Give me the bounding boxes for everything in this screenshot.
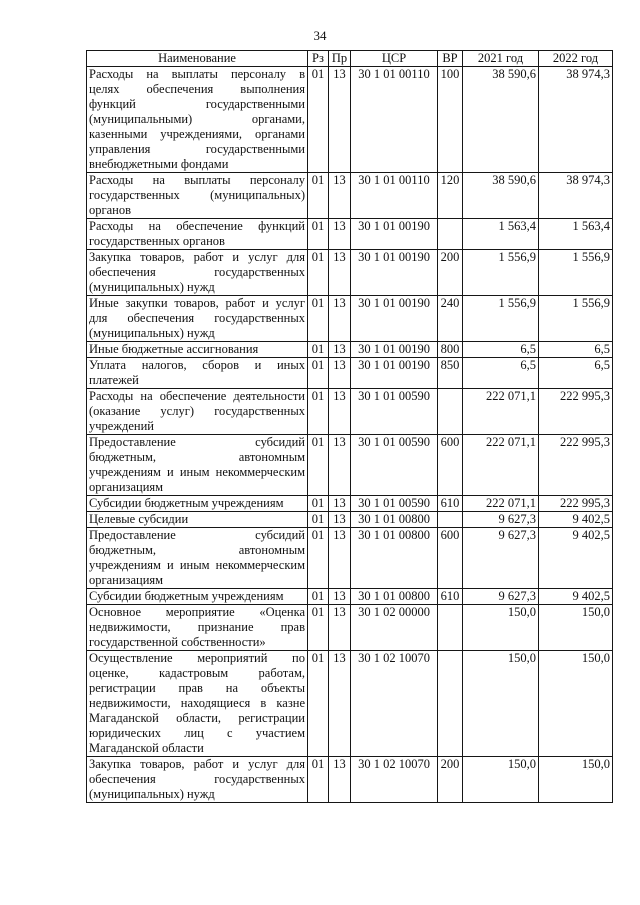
name-cell: [87, 342, 308, 358]
amount-2021-cell: 222 071,1: [463, 435, 539, 496]
name-cell: [87, 512, 308, 528]
name-line: Расходы на обеспечение функций: [89, 219, 305, 233]
target-article-cell: 30 1 02 10070: [351, 651, 438, 757]
name-line: целях обеспечения выполнения: [89, 82, 305, 96]
amount-2022-cell: 9 402,5: [539, 589, 613, 605]
section-code-cell: 01: [308, 496, 329, 512]
expense-type-cell: 850: [438, 358, 463, 389]
name-line: Расходы на выплаты персоналу в: [89, 67, 305, 81]
subsection-code-cell: 13: [329, 250, 351, 296]
name-line: органов: [89, 203, 132, 217]
subsection-code-cell: 13: [329, 757, 351, 803]
subsection-code-cell: 13: [329, 219, 351, 250]
target-article-cell: 30 1 01 00190: [351, 358, 438, 389]
amount-2021-cell: 6,5: [463, 342, 539, 358]
budget-table: [86, 50, 613, 803]
table-row: [87, 757, 613, 803]
name-line: бюджетным, автономным: [89, 450, 305, 464]
name-line: Предоставление субсидий: [89, 435, 305, 449]
target-article-cell: 30 1 01 00800: [351, 589, 438, 605]
expense-type-cell: 800: [438, 342, 463, 358]
name-line: Закупка товаров, работ и услуг для: [89, 757, 305, 771]
expense-type-cell: 600: [438, 435, 463, 496]
name-line: бюджетным, автономным: [89, 543, 305, 557]
name-line: государственных органов: [89, 234, 225, 248]
table-row: [87, 496, 613, 512]
name-line: (муниципальными) органами,: [89, 112, 305, 126]
header-amount-2021: 2021 год: [463, 51, 539, 67]
name-line: учреждениям и иным некоммерческим: [89, 465, 305, 479]
name-line: (муниципальных) нужд: [89, 280, 215, 294]
amount-2021-cell: 9 627,3: [463, 512, 539, 528]
amount-2021-cell: 38 590,6: [463, 67, 539, 173]
amount-2021-cell: 150,0: [463, 651, 539, 757]
subsection-code-cell: 13: [329, 528, 351, 589]
amount-2021-cell: 1 556,9: [463, 250, 539, 296]
target-article-cell: 30 1 02 00000: [351, 605, 438, 651]
amount-2022-cell: 6,5: [539, 342, 613, 358]
name-line: учреждений: [89, 419, 154, 433]
name-cell: [87, 389, 308, 435]
subsection-code-cell: 13: [329, 589, 351, 605]
table-row: [87, 342, 613, 358]
section-code-cell: 01: [308, 358, 329, 389]
table-row: [87, 219, 613, 250]
section-code-cell: 01: [308, 67, 329, 173]
expense-type-cell: [438, 512, 463, 528]
target-article-cell: 30 1 01 00110: [351, 67, 438, 173]
name-line: недвижимости, находящиеся в казне: [89, 696, 305, 710]
amount-2021-cell: 9 627,3: [463, 528, 539, 589]
name-line: Иные бюджетные ассигнования: [89, 342, 259, 356]
table-row: [87, 589, 613, 605]
table-row: [87, 435, 613, 496]
amount-2022-cell: 1 556,9: [539, 296, 613, 342]
name-line: юридических лиц с участием: [89, 726, 305, 740]
expense-type-cell: 600: [438, 528, 463, 589]
amount-2022-cell: 150,0: [539, 651, 613, 757]
table-row: [87, 389, 613, 435]
name-cell: [87, 358, 308, 389]
target-article-cell: 30 1 01 00190: [351, 296, 438, 342]
header-expense-type: ВР: [438, 51, 463, 67]
amount-2022-cell: 222 995,3: [539, 389, 613, 435]
amount-2022-cell: 6,5: [539, 358, 613, 389]
name-line: регистрации прав на объекты: [89, 681, 305, 695]
amount-2021-cell: 6,5: [463, 358, 539, 389]
name-cell: [87, 250, 308, 296]
amount-2021-cell: 150,0: [463, 757, 539, 803]
amount-2021-cell: 150,0: [463, 605, 539, 651]
header-amount-2022: 2022 год: [539, 51, 613, 67]
name-line: для обеспечения государственных: [89, 311, 305, 325]
section-code-cell: 01: [308, 389, 329, 435]
amount-2022-cell: 222 995,3: [539, 435, 613, 496]
expense-type-cell: 120: [438, 173, 463, 219]
name-line: недвижимости, признание прав: [89, 620, 305, 634]
name-cell: [87, 651, 308, 757]
expense-type-cell: [438, 651, 463, 757]
name-line: Закупка товаров, работ и услуг для: [89, 250, 305, 264]
target-article-cell: 30 1 01 00800: [351, 512, 438, 528]
name-line: (оказание услуг) государственных: [89, 404, 305, 418]
name-line: (муниципальных) нужд: [89, 787, 215, 801]
expense-type-cell: [438, 219, 463, 250]
name-line: обеспечения государственных: [89, 772, 305, 786]
name-line: функций государственными: [89, 97, 305, 111]
target-article-cell: 30 1 01 00190: [351, 342, 438, 358]
name-line: Расходы на обеспечение деятельности: [89, 389, 305, 403]
expense-type-cell: 100: [438, 67, 463, 173]
amount-2021-cell: 222 071,1: [463, 496, 539, 512]
expense-type-cell: 240: [438, 296, 463, 342]
subsection-code-cell: 13: [329, 389, 351, 435]
table-row: [87, 512, 613, 528]
name-line: (муниципальных) нужд: [89, 326, 215, 340]
subsection-code-cell: 13: [329, 296, 351, 342]
subsection-code-cell: 13: [329, 512, 351, 528]
name-cell: [87, 589, 308, 605]
name-cell: [87, 605, 308, 651]
table-row: [87, 528, 613, 589]
name-cell: [87, 219, 308, 250]
target-article-cell: 30 1 01 00590: [351, 496, 438, 512]
table-row: [87, 358, 613, 389]
section-code-cell: 01: [308, 342, 329, 358]
amount-2022-cell: 38 974,3: [539, 173, 613, 219]
target-article-cell: 30 1 01 00590: [351, 435, 438, 496]
section-code-cell: 01: [308, 219, 329, 250]
target-article-cell: 30 1 01 00110: [351, 173, 438, 219]
amount-2022-cell: 9 402,5: [539, 512, 613, 528]
amount-2022-cell: 150,0: [539, 605, 613, 651]
section-code-cell: 01: [308, 435, 329, 496]
subsection-code-cell: 13: [329, 605, 351, 651]
table-row: [87, 67, 613, 173]
expense-type-cell: [438, 389, 463, 435]
name-line: организациям: [89, 573, 164, 587]
target-article-cell: 30 1 01 00190: [351, 250, 438, 296]
name-cell: [87, 496, 308, 512]
name-line: внебюджетными фондами: [89, 157, 229, 171]
section-code-cell: 01: [308, 651, 329, 757]
table-row: [87, 605, 613, 651]
amount-2021-cell: 222 071,1: [463, 389, 539, 435]
section-code-cell: 01: [308, 296, 329, 342]
name-line: Иные закупки товаров, работ и услуг: [89, 296, 305, 310]
name-line: Предоставление субсидий: [89, 528, 305, 542]
table-header: [87, 51, 613, 67]
section-code-cell: 01: [308, 757, 329, 803]
name-line: организациям: [89, 480, 164, 494]
name-line: государственных (муниципальных): [89, 188, 305, 202]
name-line: платежей: [89, 373, 139, 387]
table-row: [87, 173, 613, 219]
header-section-code: Рз: [308, 51, 329, 67]
name-cell: [87, 67, 308, 173]
section-code-cell: 01: [308, 605, 329, 651]
name-line: оценке, кадастровым работам,: [89, 666, 305, 680]
name-cell: [87, 757, 308, 803]
header-subsection-code: Пр: [329, 51, 351, 67]
amount-2022-cell: 222 995,3: [539, 496, 613, 512]
amount-2021-cell: 1 556,9: [463, 296, 539, 342]
name-line: Уплата налогов, сборов и иных: [89, 358, 305, 372]
section-code-cell: 01: [308, 512, 329, 528]
name-cell: [87, 435, 308, 496]
name-cell: [87, 173, 308, 219]
table-row: [87, 250, 613, 296]
header-row: [87, 51, 613, 67]
target-article-cell: 30 1 01 00190: [351, 219, 438, 250]
name-line: учреждениям и иным некоммерческим: [89, 558, 305, 572]
name-line: Субсидии бюджетным учреждениям: [89, 496, 284, 510]
amount-2021-cell: 9 627,3: [463, 589, 539, 605]
name-line: Целевые субсидии: [89, 512, 189, 526]
expense-type-cell: 200: [438, 757, 463, 803]
name-line: государственной собственности»: [89, 635, 266, 649]
amount-2022-cell: 1 563,4: [539, 219, 613, 250]
header-target-article: ЦСР: [351, 51, 438, 67]
table-row: [87, 296, 613, 342]
target-article-cell: 30 1 01 00590: [351, 389, 438, 435]
header-name: Наименование: [87, 51, 308, 67]
name-cell: [87, 296, 308, 342]
expense-type-cell: 610: [438, 589, 463, 605]
name-cell: [87, 528, 308, 589]
amount-2022-cell: 38 974,3: [539, 67, 613, 173]
amount-2022-cell: 150,0: [539, 757, 613, 803]
amount-2022-cell: 1 556,9: [539, 250, 613, 296]
subsection-code-cell: 13: [329, 435, 351, 496]
section-code-cell: 01: [308, 589, 329, 605]
name-line: Основное мероприятие «Оценка: [89, 605, 305, 619]
amount-2022-cell: 9 402,5: [539, 528, 613, 589]
name-line: Расходы на выплаты персоналу: [89, 173, 305, 187]
subsection-code-cell: 13: [329, 496, 351, 512]
name-line: Субсидии бюджетным учреждениям: [89, 589, 284, 603]
amount-2021-cell: 1 563,4: [463, 219, 539, 250]
target-article-cell: 30 1 01 00800: [351, 528, 438, 589]
section-code-cell: 01: [308, 528, 329, 589]
subsection-code-cell: 13: [329, 358, 351, 389]
page-number: 34: [313, 28, 327, 43]
table-body: [87, 67, 613, 803]
expense-type-cell: 610: [438, 496, 463, 512]
subsection-code-cell: 13: [329, 173, 351, 219]
subsection-code-cell: 13: [329, 67, 351, 173]
section-code-cell: 01: [308, 250, 329, 296]
subsection-code-cell: 13: [329, 342, 351, 358]
name-line: Магаданской области: [89, 741, 204, 755]
target-article-cell: 30 1 02 10070: [351, 757, 438, 803]
name-line: управления государственными: [89, 142, 305, 156]
name-line: Осуществление мероприятий по: [89, 651, 305, 665]
expense-type-cell: 200: [438, 250, 463, 296]
table-row: [87, 651, 613, 757]
subsection-code-cell: 13: [329, 651, 351, 757]
amount-2021-cell: 38 590,6: [463, 173, 539, 219]
name-line: казенными учреждениями, органами: [89, 127, 305, 141]
name-line: Магаданской области, регистрации: [89, 711, 305, 725]
name-line: обеспечения государственных: [89, 265, 305, 279]
expense-type-cell: [438, 605, 463, 651]
section-code-cell: 01: [308, 173, 329, 219]
